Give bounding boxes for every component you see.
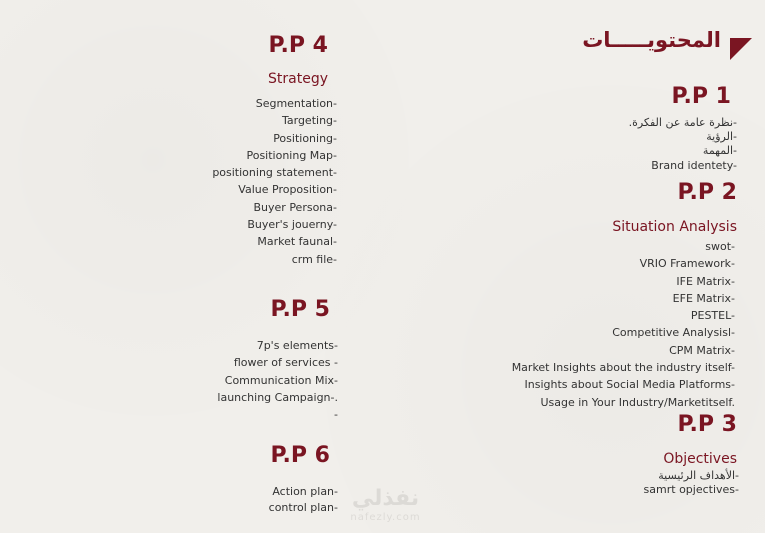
list-item: positioning statement- [212, 166, 337, 180]
list-item: -الرؤية [706, 130, 737, 143]
list-item: Insights about Social Media Platforms- [524, 378, 735, 392]
list-item: 7p's elements- [256, 339, 338, 352]
list-item: -الأهداف الرئيسية [658, 469, 739, 482]
list-item: flower of services - [233, 356, 338, 370]
list-item: swot- [705, 240, 735, 253]
pp3-heading: P.P 3 [677, 412, 737, 437]
pp4-heading: P.P 4 [268, 33, 328, 58]
section-pp4 [268, 33, 328, 88]
pp3-list [644, 469, 739, 497]
watermark-latin: nafezly.com [350, 512, 421, 523]
list-item: Positioning- [273, 131, 337, 145]
watermark-arabic: نفذلي [351, 486, 420, 511]
pp4-subtitle: Strategy [268, 71, 328, 87]
section-pp3 [663, 412, 737, 468]
pp6-list [269, 484, 338, 516]
list-item: Usage in Your Industry/Marketitself. [540, 395, 735, 409]
section-pp5 [270, 297, 330, 323]
list-item: Market faunal- [257, 235, 337, 249]
list-item: Positioning Map- [246, 148, 337, 162]
list-item: Segmentation- [255, 97, 337, 110]
list-item: PESTEL- [690, 309, 735, 323]
pp2-list [512, 238, 735, 411]
list-item: Buyer Persona- [253, 200, 337, 214]
pp2-heading: P.P 2 [677, 180, 737, 205]
list-item: Buyer's jouerny- [247, 218, 337, 232]
pp5-list [217, 337, 338, 423]
list-item: crm file- [291, 252, 337, 266]
list-item: Brand identety- [651, 159, 737, 172]
list-item: CPM Matrix- [669, 343, 735, 357]
pp3-subtitle: Objectives [663, 451, 737, 467]
list-item: launching Campaign-. [217, 390, 338, 404]
list-item: IFE Matrix- [676, 274, 735, 288]
list-item: Action plan- [272, 485, 338, 498]
list-item: Value Proposition- [238, 183, 337, 197]
pp2-subtitle: Situation Analysis [612, 219, 737, 235]
list-item: Targeting- [281, 114, 337, 128]
list-item: EFE Matrix- [672, 291, 735, 305]
pp6-heading: P.P 6 [270, 443, 330, 468]
pp5-heading: P.P 5 [270, 297, 330, 322]
watermark-logo [338, 486, 433, 530]
list-item: Competitive Analysisl- [612, 326, 735, 340]
pp1-list [629, 116, 737, 174]
pp1-heading: P.P 1 [671, 84, 731, 109]
section-pp6 [270, 443, 330, 469]
section-pp2 [612, 180, 737, 236]
section-pp1 [671, 84, 731, 110]
list-item: Communication Mix- [224, 373, 338, 387]
list-item: -المهمة [702, 144, 737, 157]
corner-mark-icon [730, 38, 752, 60]
list-item: Market Insights about the industry itself- [511, 361, 735, 375]
list-item: VRIO Framework- [639, 257, 735, 271]
toc-title: المحتويـــــات [582, 28, 721, 52]
list-item: -نظرة عامة عن الفكرة. [628, 116, 737, 129]
list-item: samrt opjectives- [643, 483, 739, 496]
list-item: - [334, 408, 338, 422]
list-item: control plan- [268, 501, 338, 514]
pp4-list [212, 95, 337, 268]
